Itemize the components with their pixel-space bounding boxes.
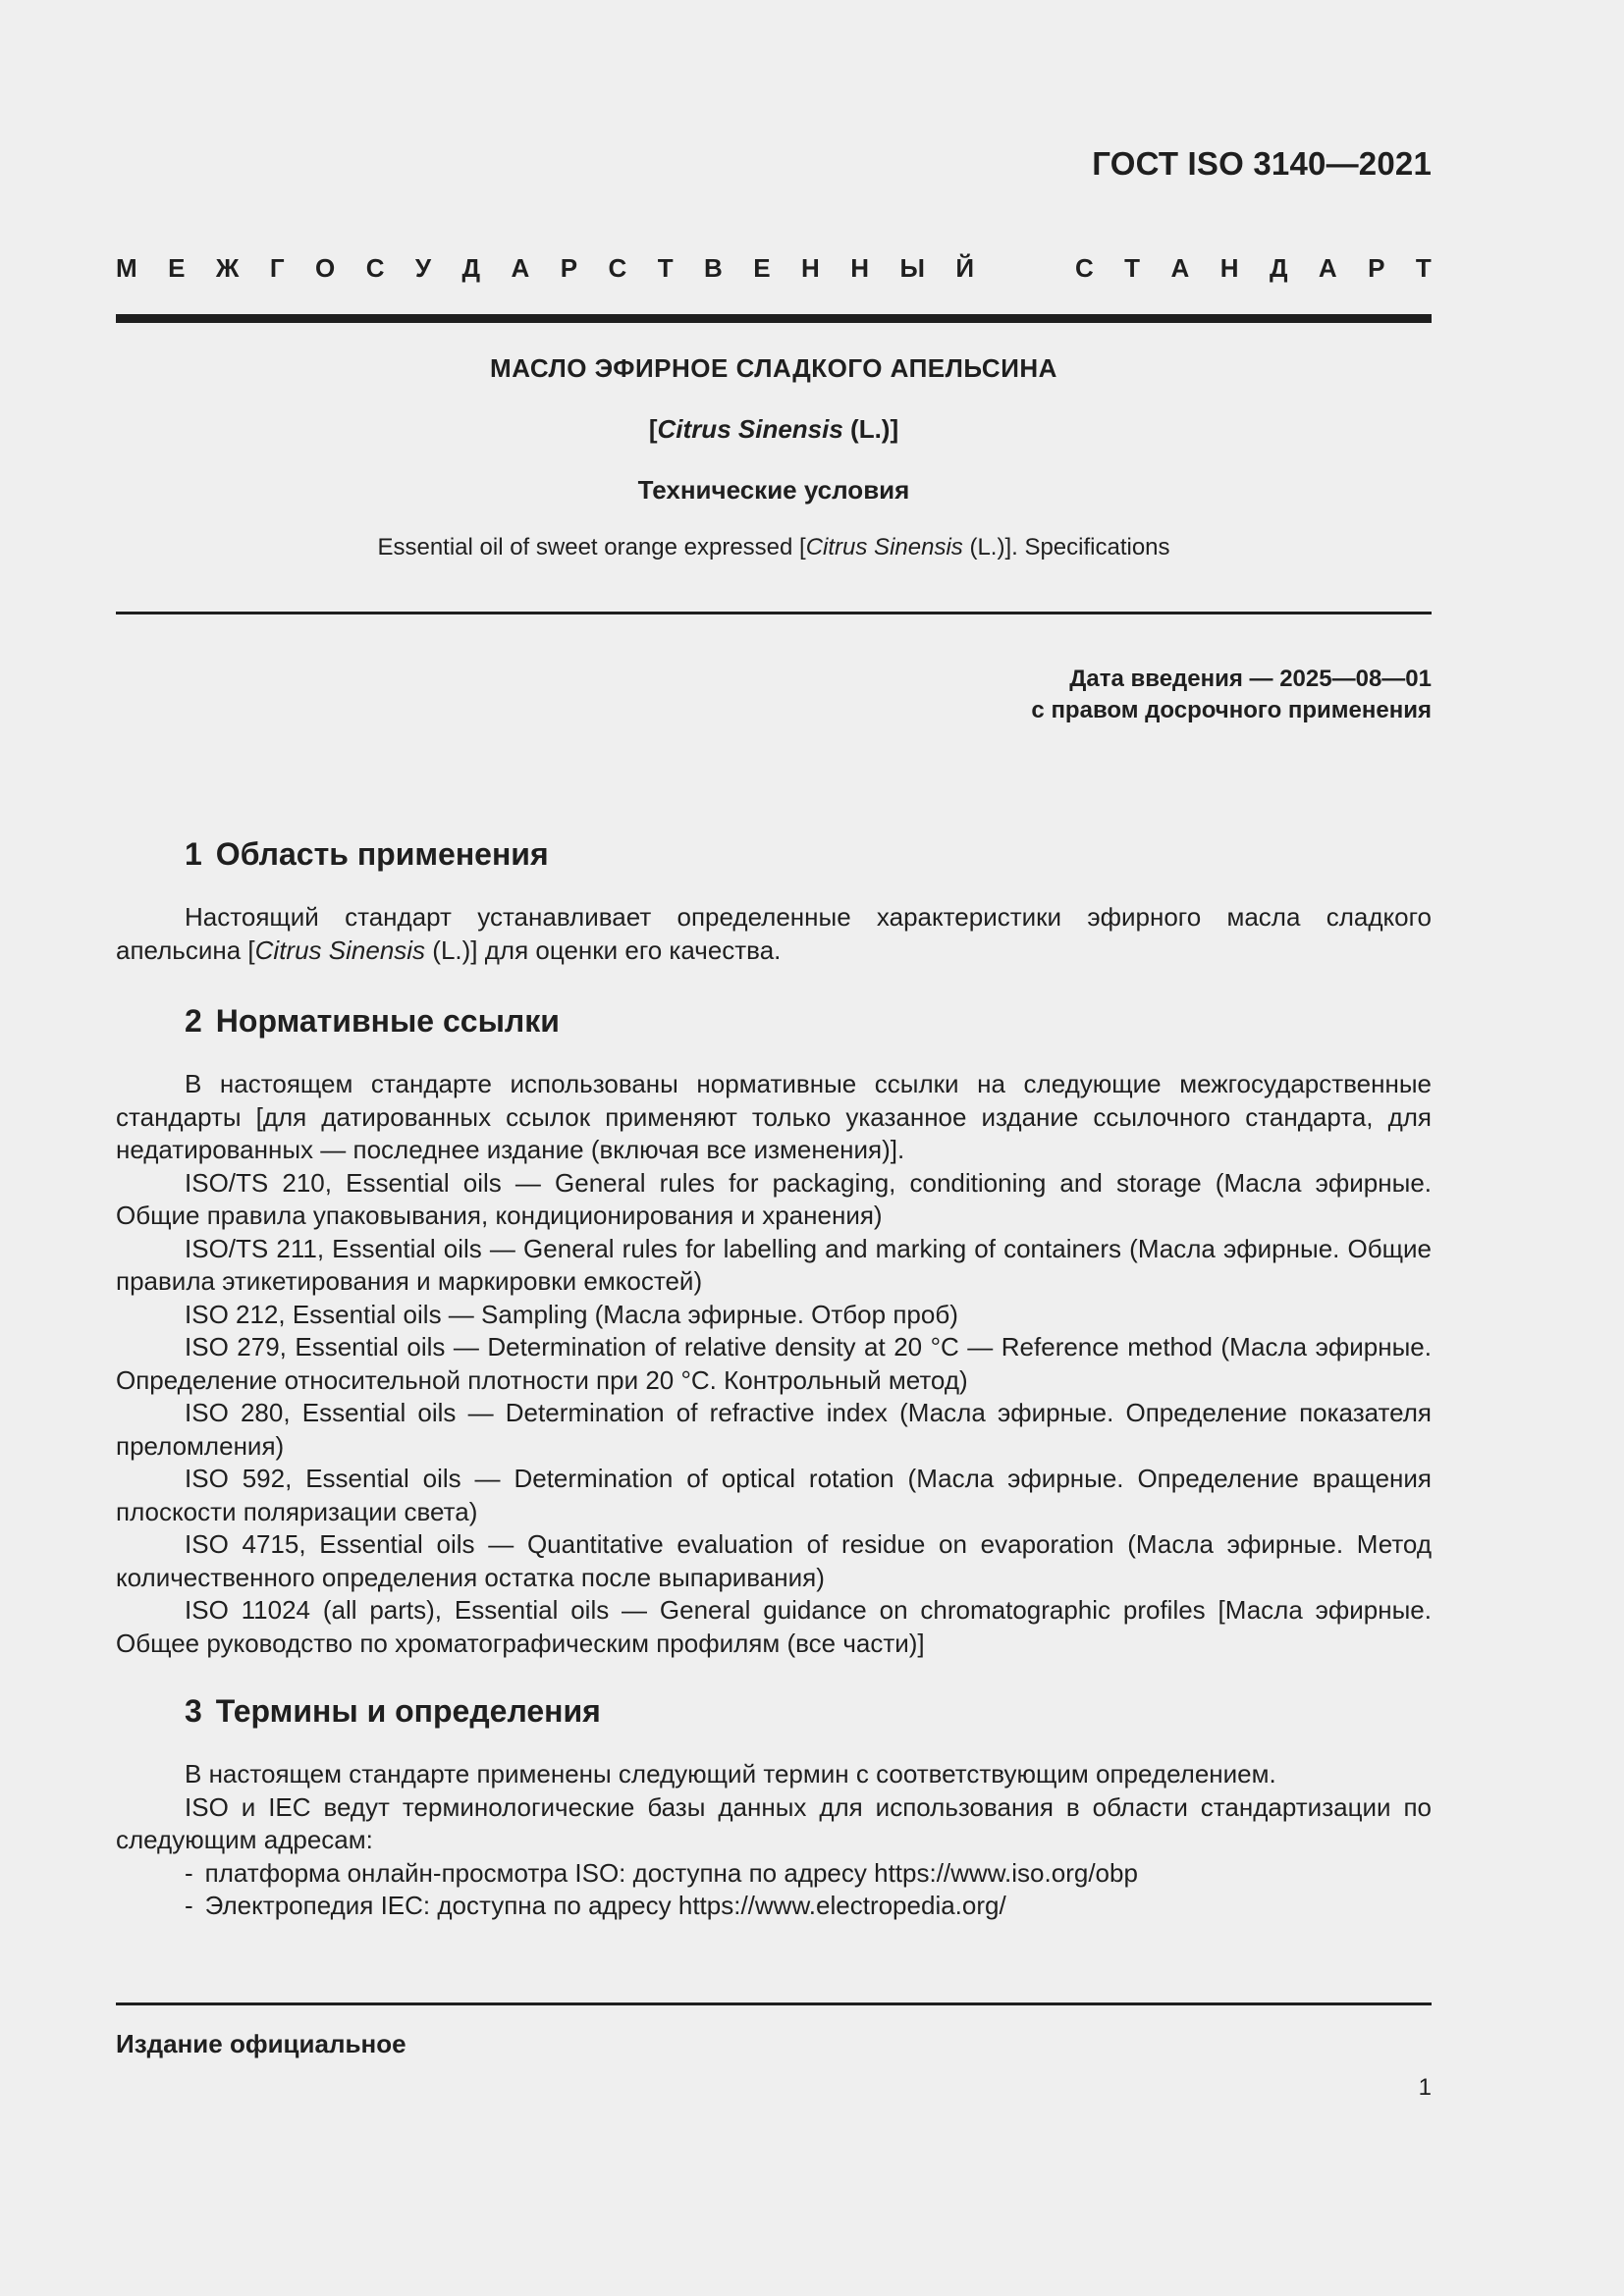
section-number: 3 — [185, 1693, 202, 1729]
interstate-letter: Н — [850, 253, 870, 283]
interstate-letter: У — [414, 253, 432, 283]
word-gap — [1005, 253, 1045, 284]
bullet-dash: - — [185, 1891, 193, 1920]
section-number: 2 — [185, 1003, 202, 1039]
header-rule — [116, 314, 1432, 323]
interstate-letter: С — [608, 253, 627, 283]
interstate-standard-heading — [116, 253, 1432, 284]
document-subtitle: Технические условия — [637, 475, 910, 505]
latin-name — [116, 414, 1432, 450]
section-terms-definitions — [116, 1693, 1432, 1923]
interstate-letter: Й — [955, 253, 975, 283]
document-code: ГОСТ ISO 3140—2021 — [1092, 145, 1432, 182]
early-application-line: с правом досрочного применения — [1031, 697, 1432, 723]
title-rule — [116, 612, 1432, 614]
section-body — [116, 1758, 1432, 1857]
section-heading — [185, 1693, 1432, 1736]
interstate-letter: Е — [753, 253, 771, 283]
latin-italic: Citrus Sinensis — [657, 414, 843, 444]
interstate-letter: Ы — [899, 253, 925, 283]
reference-item: ISO 279, Essential oils — Determination of relative density at 20 °C — Reference method (Масла эфирные. Определение относительной плотности при 20 °C. Контрольный метод) — [116, 1332, 1432, 1395]
section-number: 1 — [185, 836, 202, 872]
interstate-letter: Н — [801, 253, 820, 283]
section-heading — [185, 836, 1432, 880]
english-italic: Citrus Sinensis — [805, 534, 963, 561]
interstate-letter: В — [704, 253, 723, 283]
official-edition-label: Издание официальное — [116, 2029, 406, 2058]
section-body — [116, 901, 1432, 967]
english-pre: Essential oil of sweet orange expressed [ — [377, 534, 806, 561]
standard-letter: С — [1074, 253, 1094, 283]
paragraph: ISO и IEC ведут терминологические базы данных для использования в области стандартизации по следующим адресам: — [116, 1791, 1432, 1854]
interstate-letter: Р — [560, 253, 578, 283]
interstate-letter: Г — [269, 253, 285, 283]
document-title: МАСЛО ЭФИРНОЕ СЛАДКОГО АПЕЛЬСИНА — [490, 353, 1057, 383]
interstate-letter: Д — [461, 253, 481, 283]
interstate-letter: О — [315, 253, 336, 283]
bullet-dash: - — [185, 1857, 193, 1888]
standard-letter: А — [1318, 253, 1337, 283]
section-title: Термины и определения — [215, 1693, 601, 1729]
reference-item: ISO 280, Essential oils — Determination of refractive index (Масла эфирные. Определение показателя преломления) — [116, 1398, 1432, 1461]
footer-rule — [116, 2002, 1432, 2005]
section-title: Область применения — [215, 836, 549, 872]
interstate-letter: С — [365, 253, 385, 283]
italic-run: Citrus Sinensis — [254, 934, 426, 965]
section-heading — [185, 1003, 1432, 1046]
standard-letter: А — [1170, 253, 1190, 283]
reference-item: ISO 4715, Essential oils — Quantitative evaluation of residue on evaporation (Масла эфирные. Метод количественного определения остатка после выпаривания) — [116, 1529, 1432, 1592]
section-body — [116, 1068, 1432, 1660]
reference-item: ISO 11024 (all parts), Essential oils — General guidance on chromatographic profiles [Масла эфирные. Общее руководство по хроматографическим профилям (все части)] — [116, 1595, 1432, 1658]
reference-item: ISO/TS 211, Essential oils — General rules for labelling and marking of containers (Масла эфирные. Общие правила этикетирования и маркировки емкостей) — [116, 1233, 1432, 1296]
page-number: 1 — [1418, 2074, 1432, 2101]
standard-letter: Т — [1415, 253, 1432, 283]
reference-item: ISO 592, Essential oils — Determination of optical rotation (Масла эфирные. Определение вращения плоскости поляризации света) — [116, 1464, 1432, 1526]
title-block — [116, 353, 1432, 567]
standard-letter: Н — [1219, 253, 1239, 283]
english-post: (L.)]. Specifications — [962, 534, 1170, 561]
bullet-list — [116, 1857, 1432, 1923]
interstate-letter: Ж — [215, 253, 240, 283]
section-scope — [116, 836, 1432, 967]
text-run: (L.)] для оценки его качества. — [425, 934, 782, 965]
section-title: Нормативные ссылки — [215, 1003, 560, 1039]
text-run: Настоящий стандарт устанавливает определенные характеристики эфирного масла сладкого апельсина [ — [116, 902, 1432, 965]
standard-letter: Р — [1368, 253, 1385, 283]
bullet-text: Электропедия IEC: доступна по адресу https://www.electropedia.org/ — [204, 1891, 1006, 1920]
paragraph — [116, 901, 1432, 967]
interstate-letter: Т — [657, 253, 674, 283]
interstate-letter: М — [116, 253, 137, 283]
list-item — [116, 1890, 1432, 1923]
intro-date-line: Дата введения — 2025—08—01 — [1069, 666, 1432, 692]
reference-item: ISO 212, Essential oils — Sampling (Масла эфирные. Отбор проб) — [185, 1299, 958, 1329]
reference-item: ISO/TS 210, Essential oils — General rules for packaging, conditioning and storage (Масла эфирные. Общие правила упаковывания, кондиционирования и хранения) — [116, 1167, 1432, 1230]
interstate-letter: А — [511, 253, 530, 283]
standard-letter: Т — [1124, 253, 1141, 283]
standard-letter: Д — [1269, 253, 1288, 283]
introduction-date — [1031, 664, 1432, 726]
paragraph: В настоящем стандарте использованы нормативные ссылки на следующие межгосударственные стандарты [для датированных ссылок применяют только указанное издание ссылочного стандарта, для недатированных — последнее издание (включая все изменения)]. — [116, 1069, 1432, 1164]
document-page — [116, 0, 1432, 2296]
latin-close: (L.)] — [842, 414, 899, 444]
bullet-text: платформа онлайн-просмотра ISO: доступна по адресу https://www.iso.org/obp — [204, 1857, 1138, 1888]
latin-open: [ — [648, 414, 658, 444]
interstate-letter: Е — [168, 253, 186, 283]
paragraph: В настоящем стандарте применены следующий термин с соответствующим определением. — [185, 1759, 1276, 1789]
english-title — [116, 534, 1432, 567]
section-normative-references — [116, 1003, 1432, 1660]
list-item — [116, 1857, 1432, 1891]
